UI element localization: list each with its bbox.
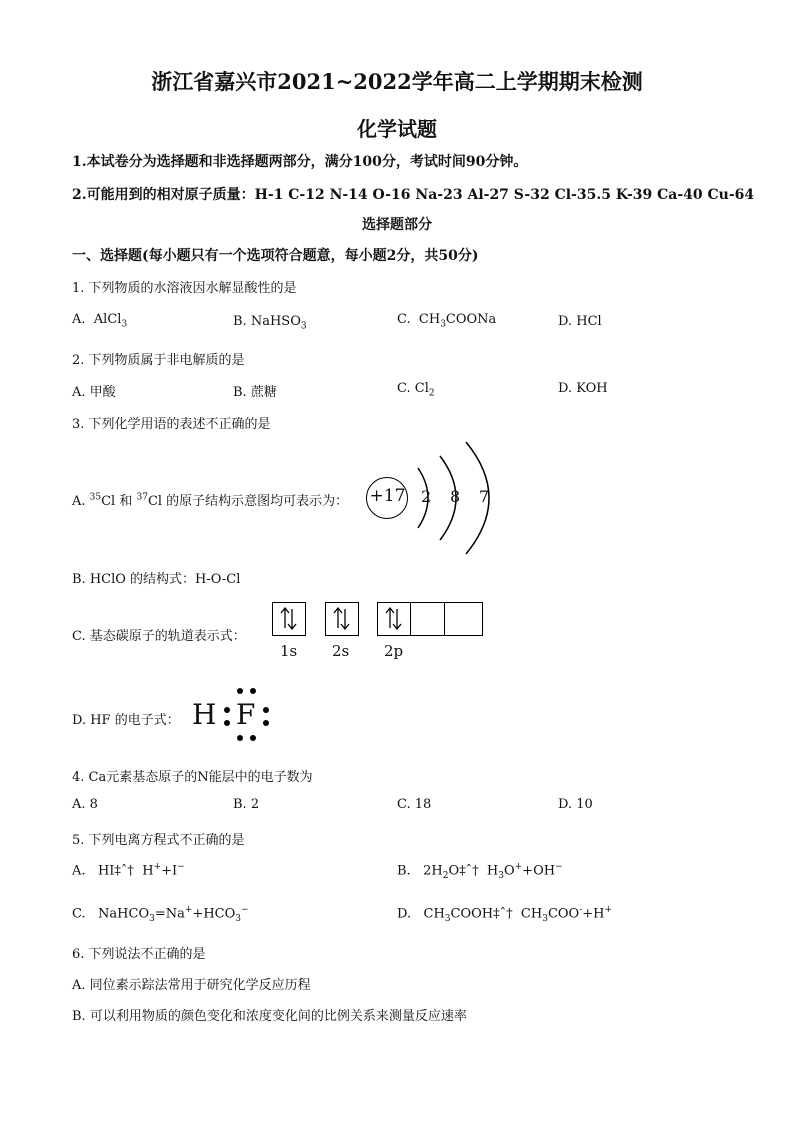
q5-option-c: C. $NaHCO_3=Na^++HCO_3^-$: [72, 905, 249, 924]
section-title: 选择题部分: [362, 217, 432, 233]
q2-option-d: D. KOH: [558, 381, 608, 396]
electron-dot: [250, 735, 256, 741]
electron-dot: [224, 720, 230, 726]
orbital-2p-box-2: [411, 602, 445, 636]
q3-option-c: C. 基态碳原子的轨道表示式：: [72, 629, 246, 644]
orbital-2p-box-3: [445, 602, 483, 636]
q2-stem: 2. 下列物质属于非电解质的是: [72, 353, 245, 368]
part-title: 一、选择题(每小题只有一个选项符合题意，每小题2分，共50分): [72, 248, 479, 264]
q1-option-b: B. NaHSO$_3$: [233, 314, 307, 332]
q1-option-a: A. AlCl$_3$: [72, 312, 128, 330]
exam-title: 浙江省嘉兴市2021~2022学年高二上学期期末检测: [151, 69, 643, 94]
paired-electron-arrows-icon: [273, 603, 304, 634]
q3-stem: 3. 下列化学用语的表述不正确的是: [72, 417, 271, 432]
orbital-label-2s: 2s: [332, 642, 350, 660]
q4-option-c: C. 18: [397, 797, 432, 812]
q4-stem: 4. Ca元素基态原子的N能层中的电子数为: [72, 770, 313, 785]
q5-option-a: A. HI‡ˆ† H++I−: [72, 862, 185, 879]
q6-option-b: B. 可以利用物质的颜色变化和浓度变化间的比例关系来测量反应速率: [72, 1009, 467, 1024]
electron-dot: [250, 688, 256, 694]
q4-option-a: A. 8: [72, 797, 98, 812]
electron-dot: [237, 688, 243, 694]
orbital-2s-box: [325, 602, 359, 636]
orbital-label-1s: 1s: [280, 642, 298, 660]
q2-option-c: C. $Cl_2$: [397, 381, 435, 399]
hf-f-symbol: F: [236, 698, 256, 731]
electron-dot: [224, 707, 230, 713]
shell-1-count: 2: [421, 487, 432, 506]
q6-stem: 6. 下列说法不正确的是: [72, 947, 206, 962]
q5-stem: 5. 下列电离方程式不正确的是: [72, 833, 245, 848]
nucleus-charge: +17: [369, 486, 406, 506]
q1-stem: 1. 下列物质的水溶液因水解显酸性的是: [72, 281, 297, 296]
q4-option-d: D. 10: [558, 797, 593, 812]
orbital-1s-box: [272, 602, 306, 636]
shell-2-count: 8: [450, 487, 461, 506]
q2-option-b: B. 蔗糖: [233, 385, 277, 400]
q6-option-a: A. 同位素示踪法常用于研究化学反应历程: [72, 978, 311, 993]
note-1: 1.本试卷分为选择题和非选择题两部分，满分100分，考试时间90分钟。: [72, 154, 528, 170]
paired-electron-arrows-icon: [378, 603, 409, 634]
q5-option-b: B. $2H_2O\ddagger ˆ\dagger$ $H_3O^++OH^-$: [397, 862, 563, 881]
orbital-2p-box-1: [377, 602, 411, 636]
q5-option-d: D. $CH_3COOH\ddagger ˆ\dagger$ $CH_3COO^-+H^+$: [397, 905, 613, 924]
q2-option-a: A. 甲酸: [72, 385, 116, 400]
orbital-label-2p: 2p: [384, 642, 404, 660]
q3-option-b: B. HClO 的结构式：H-O-Cl: [72, 572, 241, 587]
exam-subtitle: 化学试题: [357, 117, 437, 141]
electron-dot: [237, 735, 243, 741]
electron-dot: [263, 707, 269, 713]
hf-h-symbol: H: [192, 698, 217, 731]
note-2: 2.可能用到的相对原子质量：H-1 C-12 N-14 O-16 Na-23 Al-27 S-32 Cl-35.5 K-39 Ca-40 Cu-64: [72, 187, 755, 203]
paired-electron-arrows-icon: [326, 603, 357, 634]
electron-dot: [263, 720, 269, 726]
q3-option-d: D. HF 的电子式：: [72, 713, 180, 728]
q3-option-a: A. $^{35}$Cl 和 $^{37}$Cl 的原子结构示意图均可表示为：: [72, 492, 349, 509]
shell-3-count: 7: [479, 487, 490, 506]
q4-option-b: B. 2: [233, 797, 260, 812]
q1-option-d: D. HCl: [558, 314, 602, 329]
q1-option-c: C. $CH_3COONa$: [397, 312, 497, 330]
